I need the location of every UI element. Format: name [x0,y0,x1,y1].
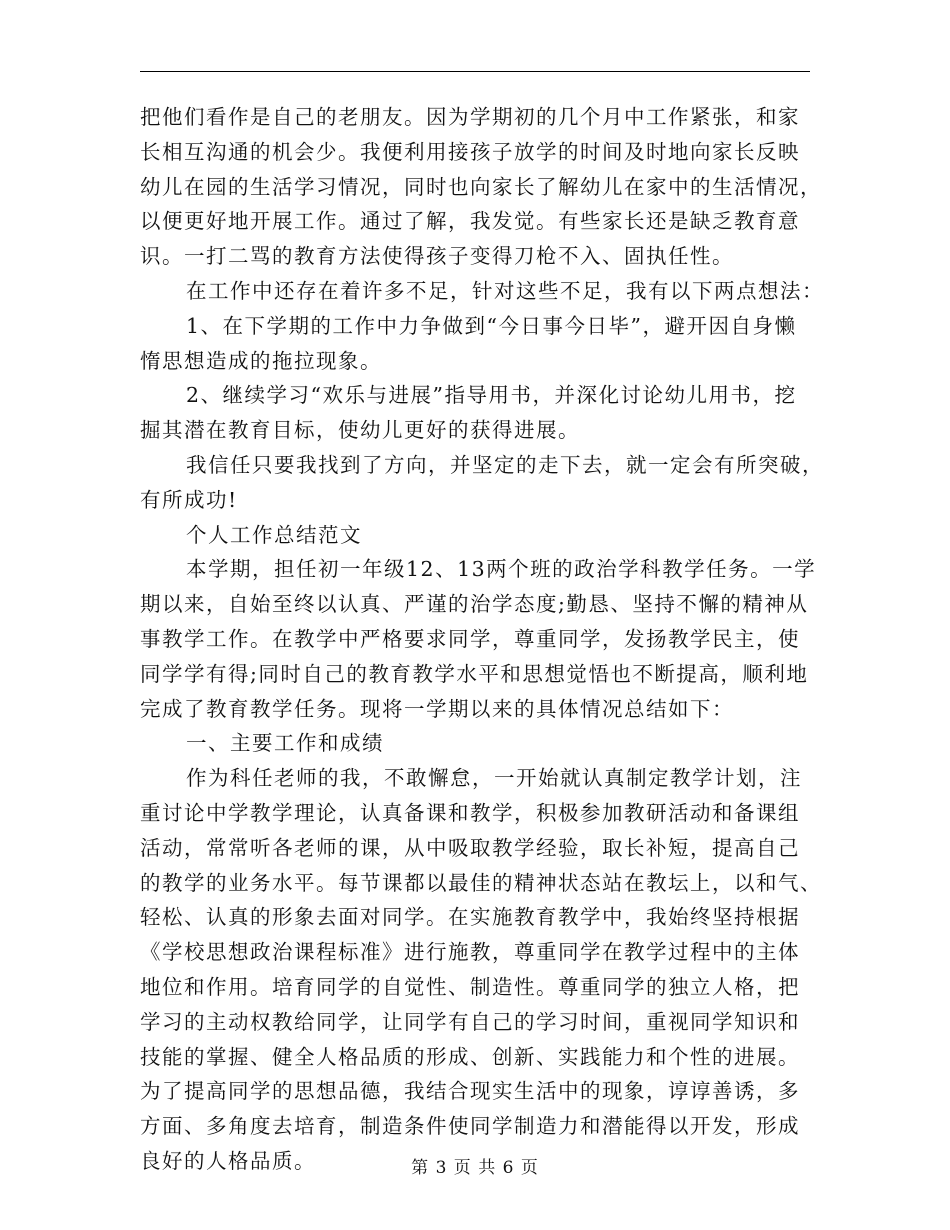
paragraph [140,726,812,761]
paragraph [140,378,812,448]
text-line: 1、在下学期的工作中力争做到“今日事今日毕”，避开因自身懒 [186,313,797,338]
text-line: 以便更好地开展工作。通过了解，我发觉。有些家长还是缺乏教育意 [140,209,800,234]
text-line: 长相互沟通的机会少。我便利用接孩子放学的时间及时地向家长反映 [140,139,800,164]
text-line: 的教学的业务水平。每节课都以最佳的精神状态站在教坛上，以和气、 [140,870,822,895]
paragraph [140,761,822,1179]
text-line: 把他们看作是自己的老朋友。因为学期初的几个月中工作紧张，和家 [140,105,800,129]
text-line: 同学学有得;同时自己的教育教学水平和思想觉悟也不断提高，顺利地 [140,661,809,686]
text-line: 学习的主动权教给同学，让同学有自己的学习时间，重视同学知识和 [140,1009,800,1034]
text-line: 期以来，自始至终以认真、严谨的治学态度;勤恳、坚持不懈的精神从 [140,592,809,617]
text-line: 2、继续学习“欢乐与进展”指导用书，并深化讨论幼儿用书，挖 [186,383,797,408]
text-line: 我信任只要我找到了方向，并坚定的走下去，就一定会有所突破， [186,452,824,477]
paragraph [140,552,817,726]
text-line: 个人工作总结范文 [186,522,362,547]
document-body [140,100,824,1179]
text-line: 识。一打二骂的教育方法使得孩子变得刀枪不入、固执任性。 [140,244,734,269]
paragraph [140,100,822,274]
text-line: 方面、多角度去培育，制造条件使同学制造力和潜能得以开发，形成 [140,1114,800,1139]
text-line: 为了提高同学的思想品德，我结合现实生活中的现象，谆谆善诱，多 [140,1079,800,1104]
text-line: 作为科任老师的我，不敢懈怠，一开始就认真制定教学计划，注 [186,766,802,791]
text-line: 活动，常常听各老师的课，从中吸取教学经验，取长补短，提高自己 [140,835,800,860]
paragraph [140,274,824,309]
text-line: 惰思想造成的拖拉现象。 [140,348,382,373]
text-line: 掘其潜在教育目标，使幼儿更好的获得进展。 [140,418,580,443]
text-line: 事教学工作。在教学中严格要求同学，尊重同学，发扬教学民主，使 [140,626,800,651]
text-line: 重讨论中学教学理论，认真备课和教学，积极参加教研活动和备课组 [140,800,800,825]
header-rule [140,71,810,72]
text-line: 良好的人格品质。 [140,1148,316,1173]
text-line: 有所成功! [140,487,238,512]
paragraph [140,518,812,553]
page-number-label: 第 3 页 共 6 页 [411,1158,539,1178]
text-line: 完成了教育教学任务。现将一学期以来的具体情况总结如下： [140,696,734,721]
text-line: 幼儿在园的生活学习情况，同时也向家长了解幼儿在家中的生活情况， [140,174,822,199]
text-line: 在工作中还存在着许多不足，针对这些不足，我有以下两点想法： [186,278,824,303]
page-footer [0,1153,950,1178]
text-line: 地位和作用。培育同学的自觉性、制造性。尊重同学的独立人格，把 [140,974,800,999]
text-line: 技能的掌握、健全人格品质的形成、创新、实践能力和个性的进展。 [140,1044,800,1069]
text-line: 本学期，担任初一年级12、13两个班的政治学科教学任务。一学 [186,557,817,582]
paragraph [140,309,812,379]
text-line: 轻松、认真的形象去面对同学。在实施教育教学中，我始终坚持根据 [140,905,800,930]
text-line: 《学校思想政治课程标准》进行施教，尊重同学在教学过程中的主体 [140,940,800,965]
text-line: 一、主要工作和成绩 [186,731,384,756]
paragraph [140,448,824,518]
